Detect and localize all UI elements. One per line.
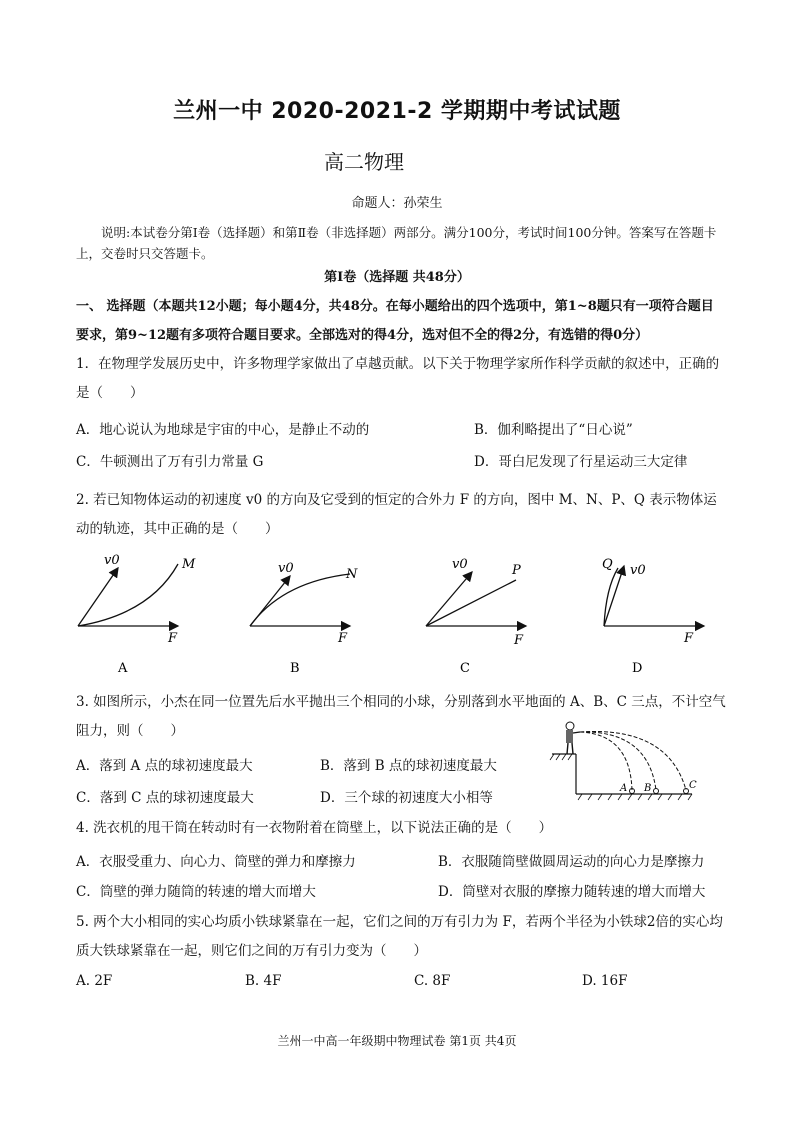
q3-projectile-figure xyxy=(548,718,700,802)
q1-option-d: D．哥白尼发现了行星运动三大定律 xyxy=(474,454,688,470)
question-4-stem: 4. 洗衣机的甩干筒在转动时有一衣物附着在筒壁上，以下说法正确的是（ ） xyxy=(76,820,553,836)
diagram-c-curve-label: P xyxy=(512,563,521,578)
diagram-d-curve-label: Q xyxy=(602,557,613,572)
q1-option-a: A．地心说认为地球是宇宙的中心，是静止不动的 xyxy=(76,422,370,438)
q4-option-c: C．筒壁的弹力随筒的转速的增大而增大 xyxy=(76,884,316,900)
diagram-d-v0-label: v0 xyxy=(630,563,646,578)
q1-option-b: B．伽利略提出了“日心说” xyxy=(474,422,633,438)
point-a-label: A xyxy=(620,783,628,794)
q4-option-d: D．筒壁对衣服的摩擦力随转速的增大而增大 xyxy=(438,884,706,900)
diagram-d xyxy=(602,557,704,676)
diagram-d-caption: D xyxy=(632,661,643,676)
exam-title: 兰州一中 2020-2021-2 学期期中考试试题 xyxy=(173,99,621,124)
page-footer: 兰州一中高一年级期中物理试卷 第1页 共4页 xyxy=(277,1034,517,1048)
q5-option-a: A. 2F xyxy=(76,973,113,989)
question-5-stem: 5. 两个大小相同的实心均质小铁球紧靠在一起，它们之间的万有引力为 F，若两个半径为小铁球2倍的实心均质大铁球紧靠在一起，则它们之间的万有引力变为（ ） xyxy=(76,914,723,959)
question-2-stem: 2. 若已知物体运动的初速度 v0 的方向及它受到的恒定的合外力 F 的方向，图中 M、N、P、Q 表示物体运动的轨迹，其中正确的是（ ） xyxy=(76,492,717,537)
diagram-b-curve-label: N xyxy=(346,567,358,582)
q5-option-b: B. 4F xyxy=(245,973,282,989)
part1-title: 第Ⅰ卷（选择题 共48分） xyxy=(324,270,470,285)
question-3-stem-text: 3. 如图所示，小杰在同一位置先后水平抛出三个相同的小球，分别落到水平地面的 A、B、C 三点，不计空气阻力，则（ ） xyxy=(76,694,726,739)
section-instructions: 一、 选择题（本题共12小题；每小题4分，共48分。在每小题给出的四个选项中，第1~8题只有一项符合题目要求，第9~12题有多项符合题目要求。全部选对的得4分，选对但不全的得2分，有选错的得0分） xyxy=(76,299,714,343)
boy-figure xyxy=(566,722,580,754)
diagram-c-force-label: F xyxy=(514,633,524,648)
subject-title: 高二物理 xyxy=(324,150,404,174)
diagram-a-curve-label: M xyxy=(182,557,196,572)
q5-option-d: D. 16F xyxy=(582,973,628,989)
q5-option-c: C. 8F xyxy=(414,973,451,989)
q4-option-a: A．衣服受重力、向心力、筒壁的弹力和摩擦力 xyxy=(76,854,356,870)
diagram-c xyxy=(426,557,526,676)
q3-option-b: B．落到 B 点的球初速度最大 xyxy=(320,758,497,774)
diagram-b-caption: B xyxy=(290,661,300,676)
diagram-b-force-label: F xyxy=(338,631,348,646)
diagram-a-v0-label: v0 xyxy=(104,553,120,568)
question-1-stem: 1．在物理学发展历史中，许多物理学家做出了卓越贡献。以下关于物理学家所作科学贡献的叙述中，正确的是（ ） xyxy=(76,356,720,401)
diagram-a-force-label: F xyxy=(168,631,178,646)
diagram-a-caption: A xyxy=(118,661,128,676)
point-b-label: B xyxy=(644,783,652,794)
q3-option-a: A．落到 A 点的球初速度最大 xyxy=(76,758,253,774)
diagram-b-v0-label: v0 xyxy=(278,561,294,576)
diagram-a xyxy=(78,553,196,676)
q1-option-c: C．牛顿测出了万有引力常量 G xyxy=(76,454,264,470)
diagram-c-caption: C xyxy=(460,661,470,676)
q2-trajectory-diagrams xyxy=(60,548,740,680)
point-c-label: C xyxy=(689,780,697,791)
q3-option-c: C．落到 C 点的球初速度最大 xyxy=(76,790,254,806)
q4-option-b: B．衣服随筒壁做圆周运动的向心力是摩擦力 xyxy=(438,854,705,870)
author-line: 命题人：孙荣生 xyxy=(351,196,443,211)
q3-option-d: D．三个球的初速度大小相等 xyxy=(320,790,493,806)
diagram-b xyxy=(250,561,358,676)
diagram-d-force-label: F xyxy=(684,631,694,646)
diagram-c-v0-label: v0 xyxy=(452,557,468,572)
exam-note: 说明:本试卷分第Ⅰ卷（选择题）和第Ⅱ卷（非选择题）两部分。满分100分，考试时间100分钟。答案写在答题卡上，交卷时只交答题卡。 xyxy=(76,225,717,261)
